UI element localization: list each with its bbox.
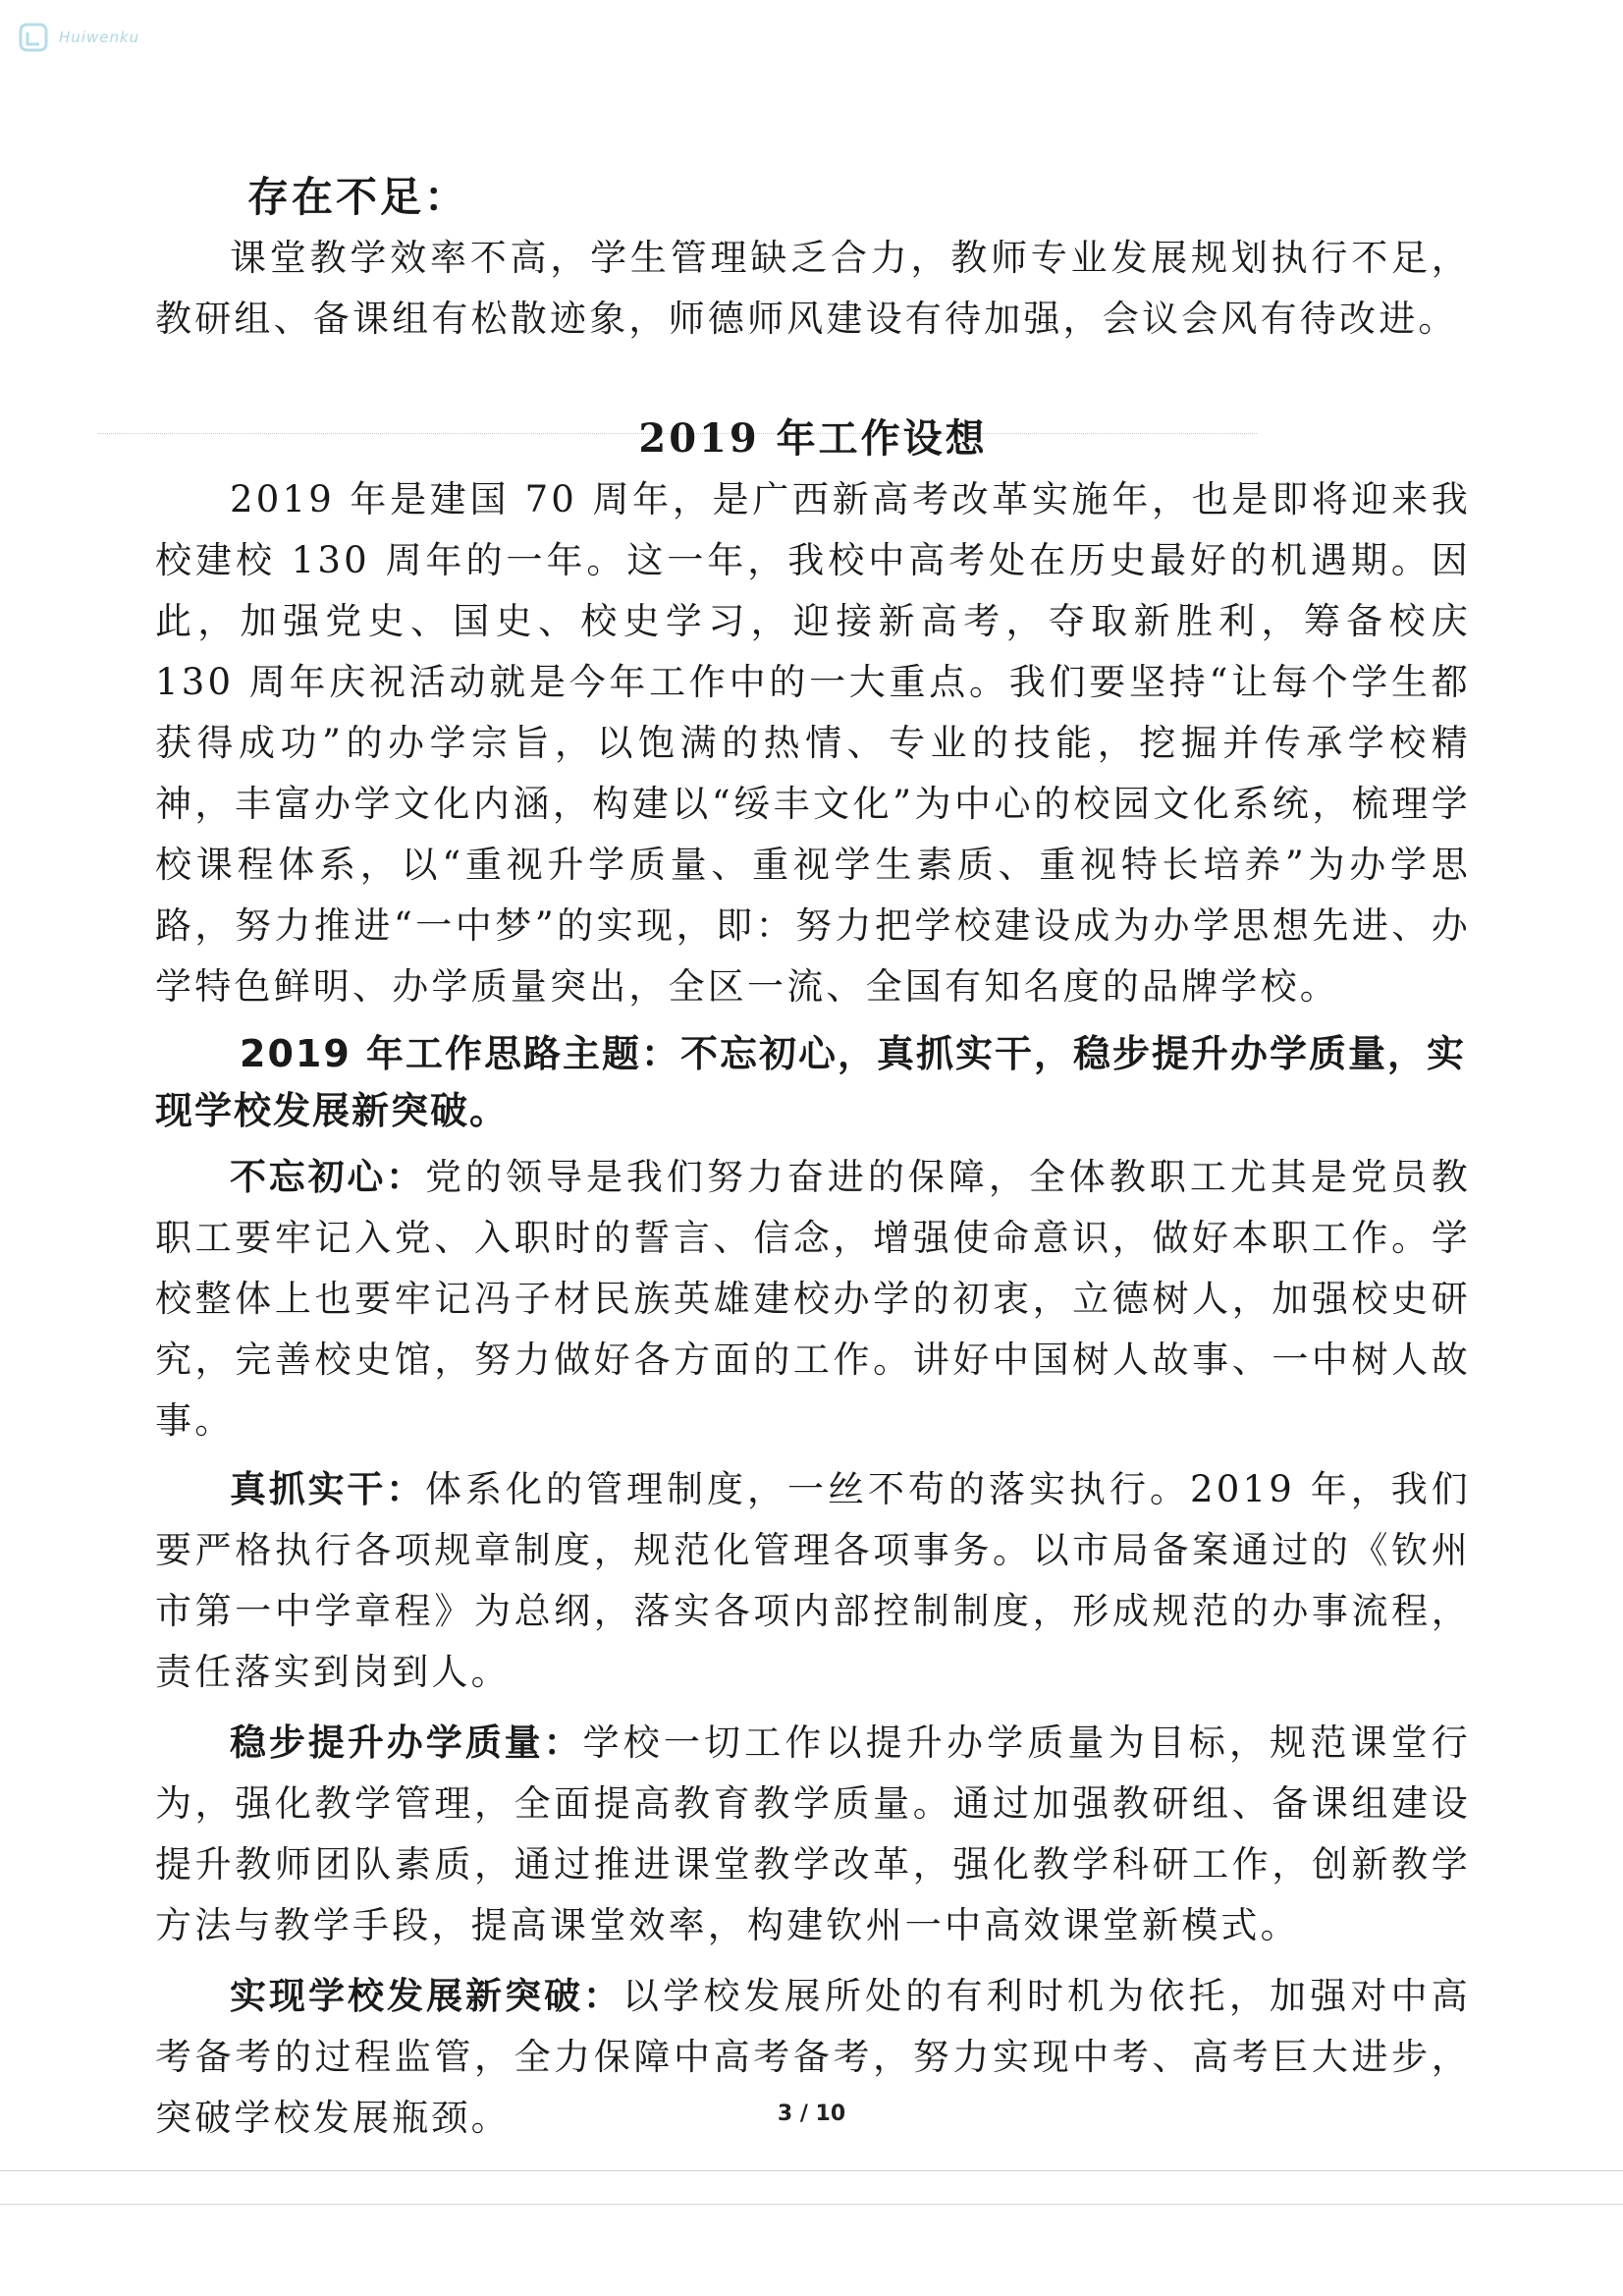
footer-divider bbox=[0, 2204, 1623, 2205]
footer-divider bbox=[0, 2170, 1623, 2171]
book-logo-icon bbox=[18, 21, 51, 54]
shortfall-heading: 存在不足： bbox=[247, 173, 469, 221]
point-paragraph bbox=[155, 1147, 1471, 1451]
page-number: 3 / 10 bbox=[777, 2102, 846, 2126]
plan-theme-heading: 2019 年工作思路主题：不忘初心，真抓实干，稳步提升办学质量，实现学校发展新突破。 bbox=[155, 1032, 1466, 1132]
point-paragraph bbox=[155, 1713, 1471, 1956]
point-text: 以学校发展所处的有利时机为依托，加强对中高考备考的过程监管，全力保障中高考备考，努力实现中考、高考巨大进步，突破学校发展瓶颈。 bbox=[155, 1975, 1472, 2139]
point-lead: 不忘初心： bbox=[230, 1156, 425, 1198]
point-text: 体系化的管理制度，一丝不苟的落实执行。2019 年，我们要严格执行各项规章制度，规范化管理各项事务。以市局备案通过的《钦州市第一中学章程》为总纲，落实各项内部控制制度，形成规范的办事流程，责任落实到岗到人。 bbox=[155, 1468, 1471, 1693]
plan-intro-paragraph: 2019 年是建国 70 周年，是广西新高考改革实施年，也是即将迎来我校建校 130 周年的一年。这一年，我校中高考处在历史最好的机遇期。因此，加强党史、国史、校史学习，迎接新高考，夺取新胜利，筹备校庆 130 周年庆祝活动就是今年工作中的一大重点。我们要坚持“让每个学生都获得成功”的办学宗旨，以饱满的热情、专业的技能，挖掘并传承学校精神，丰富办学文化内涵，构建以“绥丰文化”为中心的校园文化系统，梳理学校课程体系，以“重视升学质量、重视学生素质、重视特长培养”为办学思路，努力推进“一中梦”的实现，即：努力把学校建设成为办学思想先进、办学特色鲜明、办学质量突出，全区一流、全国有知名度的品牌学校。 bbox=[155, 478, 1471, 1008]
point-lead: 真抓实干： bbox=[230, 1468, 426, 1510]
point-paragraph bbox=[155, 1459, 1471, 1703]
point-lead: 稳步提升办学质量： bbox=[230, 1722, 583, 1764]
logo-text: Huiwenku bbox=[59, 28, 140, 46]
document-page bbox=[155, 167, 1471, 2149]
point-text: 学校一切工作以提升办学质量为目标，规范课堂行为，强化教学管理，全面提高教育教学质量。通过加强教研组、备课组建设提升教师团队素质，通过推进课堂教学改革，强化教学科研工作，创新教学方法与教学手段，提高课堂效率，构建钦州一中高效课堂新模式。 bbox=[155, 1722, 1471, 1946]
watermark-logo bbox=[18, 18, 199, 57]
shortfall-paragraph: 课堂教学效率不高，学生管理缺乏合力，教师专业发展规划执行不足，教研组、备课组有松散迹象，师德师风建设有待加强，会议会风有待改进。 bbox=[155, 237, 1471, 340]
point-text: 党的领导是我们努力奋进的保障，全体教职工尤其是党员教职工要牢记入党、入职时的誓言、信念，增强使命意识，做好本职工作。学校整体上也要牢记冯子材民族英雄建校办学的初衷，立德树人，加强校史研究，完善校史馆，努力做好各方面的工作。讲好中国树人故事、一中树人故事。 bbox=[155, 1156, 1471, 1442]
point-lead: 实现学校发展新突破： bbox=[230, 1975, 622, 2017]
plan-heading: 2019 年工作设想 bbox=[638, 415, 988, 462]
